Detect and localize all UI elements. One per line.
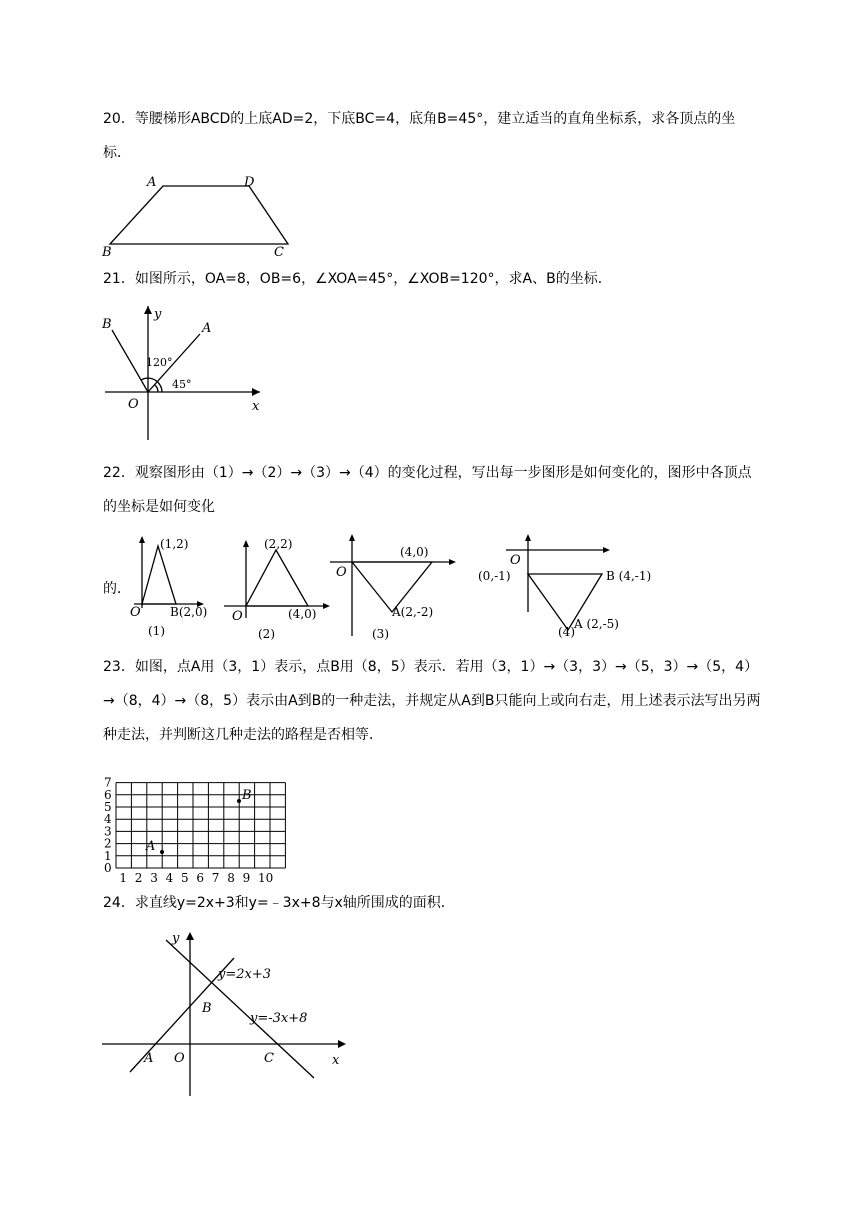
fig4-o-label: O [510,553,521,568]
fig4-y-arrow [525,534,531,541]
fig3-caption: (3) [372,627,389,641]
fig4-l-label: (0,-1) [478,569,511,583]
fig2-y-arrow [243,540,249,547]
fig2-x-arrow [323,603,330,609]
x-axis-arrow [252,388,260,396]
grid-y-tick: 3 [104,824,112,839]
q23-text: 23．如图，点A用（3，1）表示，点B用（8，5）表示．若用（3，1）→（3，3）→（5，3）→（5，4）→（8，4）→（8，5）表示由A到B的一种走法，并规定从A到B只能向上或向右走，用上述表示法写出另两种走法，并判断这几种走法的路程是否相等． [103,659,761,743]
grid-x-tick: 10 [258,871,274,885]
q24-text: 24．求直线y=2x+3和y=﹣3x+8与x轴所围成的面积． [103,895,455,911]
grid-x-tick: 4 [165,871,174,885]
figure-1 [130,528,210,640]
x-axis-arrow [338,1040,346,1048]
y-axis-arrow [186,932,194,940]
fig4-b-label: B (4,-1) [606,569,652,583]
figure-4 [478,528,688,644]
lines-figure [100,928,350,1100]
angle-arc-45 [155,385,158,392]
grid-x-tick: 7 [211,871,220,885]
fig1-o-label: O [130,605,141,620]
fig3-o-label: O [336,565,347,580]
label-a: A [202,321,212,336]
label-b: B [202,1001,212,1016]
grid-x-ticks [119,871,273,885]
fig1-triangle [142,546,176,604]
label-c: C [274,245,284,260]
label-y: y [154,307,162,322]
label-a: A [144,1051,154,1066]
fig2-o-label: O [232,609,243,624]
label-b: B [102,245,112,260]
q22-tail: 的． [103,581,131,597]
angle-figure [100,300,270,442]
grid-y-tick: 5 [104,800,112,814]
grid-x-tick: 3 [150,871,158,885]
fig3-a-label: A(2,-2) [392,605,434,619]
label-o: O [174,1051,185,1066]
trapezoid-figure [100,172,300,260]
fig2-caption: (2) [258,627,275,641]
grid-x-tick: 1 [119,871,128,885]
fig4-caption: (4) [558,625,575,639]
figure-3 [330,528,460,644]
fig1-y-arrow [139,536,145,543]
fig2-r-label: (4,0) [288,607,317,621]
label-o: O [128,397,139,412]
label-x: x [332,1053,340,1068]
q22-text: 22．观察图形由（1）→（2）→（3）→（4）的变化过程，写出每一步图形是如何变化的，图形中各顶点的坐标是如何变化 [103,465,752,515]
label-b: B [242,788,252,803]
label-c: C [264,1051,274,1066]
grid-x-tick: 5 [181,871,189,885]
grid-y-tick: 2 [104,836,112,851]
label-line2: y=-3x+8 [250,1011,308,1026]
point-a [160,850,164,854]
fig1-caption: (1) [148,624,165,638]
label-y: y [172,931,180,946]
label-line1: y=2x+3 [218,967,272,982]
grid-x-tick: 6 [196,871,205,885]
label-d: D [244,175,255,190]
fig3-r-label: (4,0) [400,545,429,559]
label-120: 120° [146,356,173,369]
grid-y-ticks [104,776,112,875]
fig1-top-label: (1,2) [160,537,189,551]
q21-text: 21．如图所示，OA=8，OB=6，∠XOA=45°，∠XOB=120°，求A、B的坐标． [103,271,612,287]
trapezoid-shape [110,186,288,244]
label-x: x [252,399,260,414]
figure-2 [224,528,334,644]
label-a: A [146,839,156,854]
point-b [237,799,241,803]
grid-y-tick: 4 [104,812,112,827]
grid-x-tick: 9 [242,871,251,885]
grid-y-tick: 1 [104,848,112,863]
fig3-y-arrow [349,534,355,541]
label-a: A [147,175,157,190]
grid-figure [100,764,290,886]
y-axis-arrow [144,306,152,314]
grid-y-tick: 0 [104,861,112,875]
grid-x-tick: 2 [134,871,143,885]
grid-y-tick: 6 [104,787,112,802]
fig4-a-label: A (2,-5) [574,617,619,631]
fig3-x-arrow [449,559,456,565]
fig4-x-arrow [603,547,610,553]
grid-x-tick: 8 [227,871,235,885]
fig2-triangle [246,550,308,606]
fig2-top-label: (2,2) [264,537,293,551]
q20-text: 20．等腰梯形ABCD的上底AD=2，下底BC=4，底角B=45°，建立适当的直角坐标系，求各顶点的坐标． [103,111,736,161]
fig1-b-label: B(2,0) [170,605,208,619]
label-b: B [102,317,112,332]
ray-ob [112,330,148,392]
label-45: 45° [172,378,192,391]
grid-y-tick: 7 [104,775,112,790]
grid-lines [116,783,285,868]
